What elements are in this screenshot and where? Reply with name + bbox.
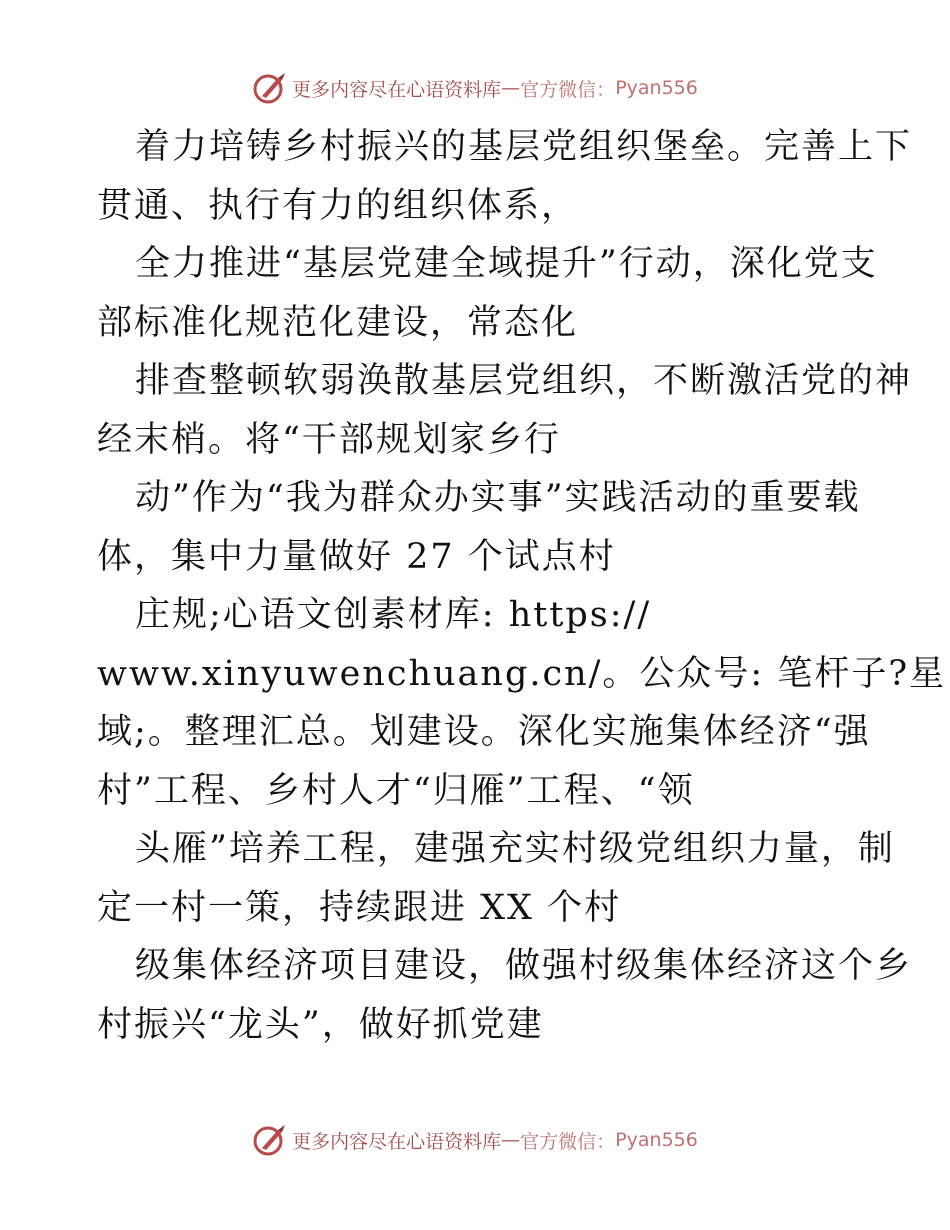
- text-line: 域;。整理汇总。划建设。深化实施集体经济“强: [97, 712, 871, 752]
- banner-wechat-label: 官方微信：: [520, 78, 616, 101]
- text-line: 定一村一策，持续跟进 XX 个村: [97, 887, 622, 928]
- text-line: 头雁”培养工程，建强充实村级党组织力量，制: [135, 829, 895, 869]
- banner-text: 更多内容尽在心语资料库: [292, 1130, 502, 1153]
- text-line: 贯通、执行有力的组织体系，: [97, 185, 579, 226]
- text-line: 村振兴“龙头”，做好抓党建: [97, 1004, 544, 1045]
- banner-wechat-id: Pyan556: [615, 1129, 698, 1151]
- text-line: 体，集中力量做好 27 个试点村: [97, 536, 616, 577]
- quill-circle-logo-icon: [252, 1122, 288, 1158]
- text-line: 部标准化规范化建设，常态化: [97, 302, 579, 343]
- header-banner: [0, 68, 950, 108]
- text-line: 庄规;心语文创素材库: https://: [135, 595, 652, 635]
- text-line: 全力推进“基层党建全域提升”行动，深化党支: [135, 244, 878, 284]
- banner-wechat-id: Pyan556: [615, 77, 698, 99]
- footer-banner: [0, 1120, 950, 1160]
- text-line: 动”作为“我为群众办实事”实践活动的重要载: [135, 478, 861, 518]
- text-line: 级集体经济项目建设，做强村级集体经济这个乡: [135, 946, 913, 986]
- text-line: 村”工程、乡村人才“归雁”工程、“领: [97, 770, 695, 811]
- document-body: [97, 118, 947, 1054]
- text-line: 经末梢。将“干部规划家乡行: [97, 419, 561, 460]
- quill-circle-logo-icon: [252, 70, 288, 106]
- banner-wechat-label: 官方微信：: [520, 1130, 616, 1153]
- banner-text: 更多内容尽在心语资料库: [292, 78, 502, 101]
- banner-separator: —: [501, 1129, 521, 1151]
- banner-separator: —: [501, 77, 521, 99]
- text-line: 着力培铸乡村振兴的基层党组织堡垒。完善上下: [135, 127, 913, 167]
- text-line: www.xinyuwenchuang.cn/。公众号: 笔杆子?星: [97, 653, 947, 694]
- text-line: 排查整顿软弱涣散基层党组织，不断激活党的神: [135, 361, 913, 401]
